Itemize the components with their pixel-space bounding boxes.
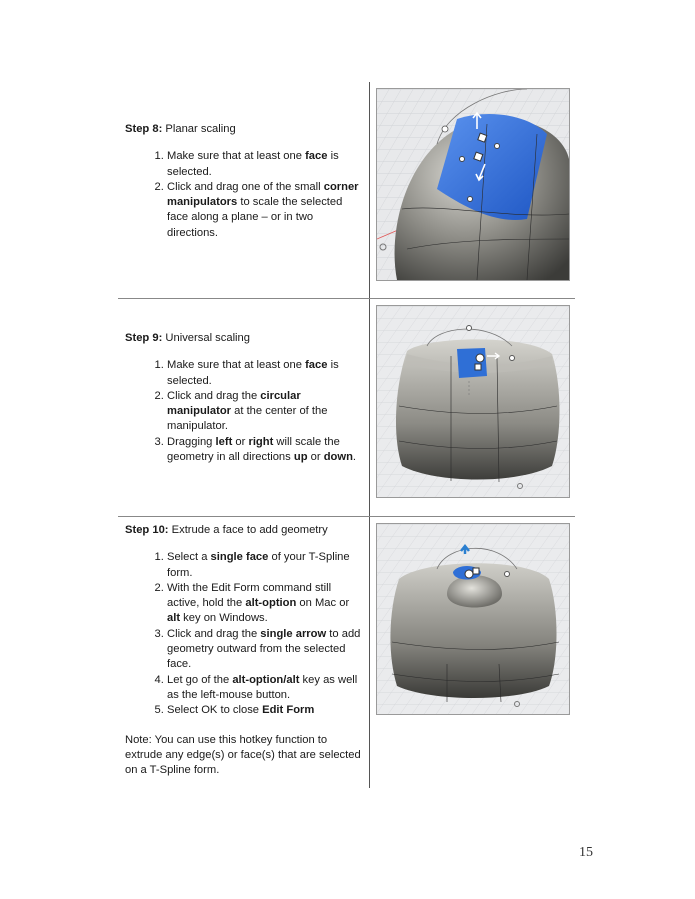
bold-term: left xyxy=(215,435,233,448)
list-text: key on Windows. xyxy=(180,612,268,625)
page-number: 15 xyxy=(579,845,593,860)
list-text: . xyxy=(352,451,357,464)
list-text: Click and drag the xyxy=(167,627,261,640)
list-text: Dragging xyxy=(167,435,216,448)
step-8-text xyxy=(125,122,365,241)
bold-term: single arrow xyxy=(260,627,327,640)
step-title: Step 9: Universal scaling xyxy=(125,332,250,344)
table-row-divider xyxy=(118,516,575,517)
bold-term: alt-option xyxy=(245,597,297,610)
bold-term: right xyxy=(248,435,274,448)
list-text: on Mac or xyxy=(296,597,350,610)
bold-term: face xyxy=(305,359,328,372)
list-text: or xyxy=(307,451,324,464)
selected-face xyxy=(457,348,487,378)
list-text: Select a xyxy=(167,551,211,564)
list-item xyxy=(167,581,365,627)
extrude-face-screenshot xyxy=(376,523,570,715)
instruction-list xyxy=(125,550,365,718)
step-10-text xyxy=(125,523,365,778)
list-item xyxy=(167,703,365,718)
list-text: is selected. xyxy=(167,150,339,178)
bold-term: down xyxy=(323,451,353,464)
list-text: Select OK to close xyxy=(167,704,263,717)
bold-term: single face xyxy=(210,551,269,564)
universal-scaling-illustration xyxy=(377,306,569,497)
list-text: Let go of the xyxy=(167,673,233,686)
step-9-text xyxy=(125,331,365,465)
list-text: of your T-Spline form. xyxy=(167,551,350,579)
note-text: Note: You can use this hotkey function to extrude any edge(s) or face(s) that are selected on a T-Spline form. xyxy=(125,733,361,777)
list-text: Make sure that at least one xyxy=(167,150,306,163)
list-item xyxy=(167,627,365,673)
list-item xyxy=(167,180,365,241)
bold-term: circular manipulator xyxy=(167,389,301,418)
universal-scaling-screenshot xyxy=(376,305,570,498)
instruction-list xyxy=(125,358,365,465)
list-text: With the Edit Form command still active, hold the xyxy=(167,581,332,610)
list-item xyxy=(167,358,365,389)
list-text: or xyxy=(232,435,249,448)
list-text: Click and drag one of the small xyxy=(167,180,324,193)
bold-term: corner manipulators xyxy=(167,180,359,209)
planar-scaling-screenshot xyxy=(376,88,570,281)
bold-term: up xyxy=(293,451,308,464)
table-row-divider xyxy=(118,298,575,299)
list-item xyxy=(167,149,365,180)
list-text: Click and drag the xyxy=(167,389,261,402)
list-item xyxy=(167,435,365,466)
bold-term: face xyxy=(305,150,328,163)
extrude-face-illustration xyxy=(377,524,569,714)
table-vertical-divider xyxy=(369,82,370,788)
list-text: to add geometry outward from the selected face. xyxy=(167,627,361,671)
list-item xyxy=(167,550,365,581)
bold-term: alt-option/alt xyxy=(232,673,300,686)
planar-scaling-illustration xyxy=(377,89,569,280)
bold-term: Edit Form xyxy=(262,704,315,717)
list-text: at the center of the manipulator. xyxy=(167,405,328,433)
list-item xyxy=(167,673,365,704)
list-item xyxy=(167,389,365,435)
list-text: key as well as the left-mouse button. xyxy=(167,673,358,701)
step-title: Step 8: Planar scaling xyxy=(125,123,236,135)
list-text: is selected. xyxy=(167,359,339,387)
list-text: to scale the selected face along a plane – or in two directions. xyxy=(167,196,343,239)
step-title: Step 10: Extrude a face to add geometry xyxy=(125,524,328,536)
bold-term: alt xyxy=(167,612,181,625)
list-text: Make sure that at least one xyxy=(167,359,306,372)
instruction-list xyxy=(125,149,365,241)
list-text: will scale the geometry in all directions xyxy=(167,435,340,464)
